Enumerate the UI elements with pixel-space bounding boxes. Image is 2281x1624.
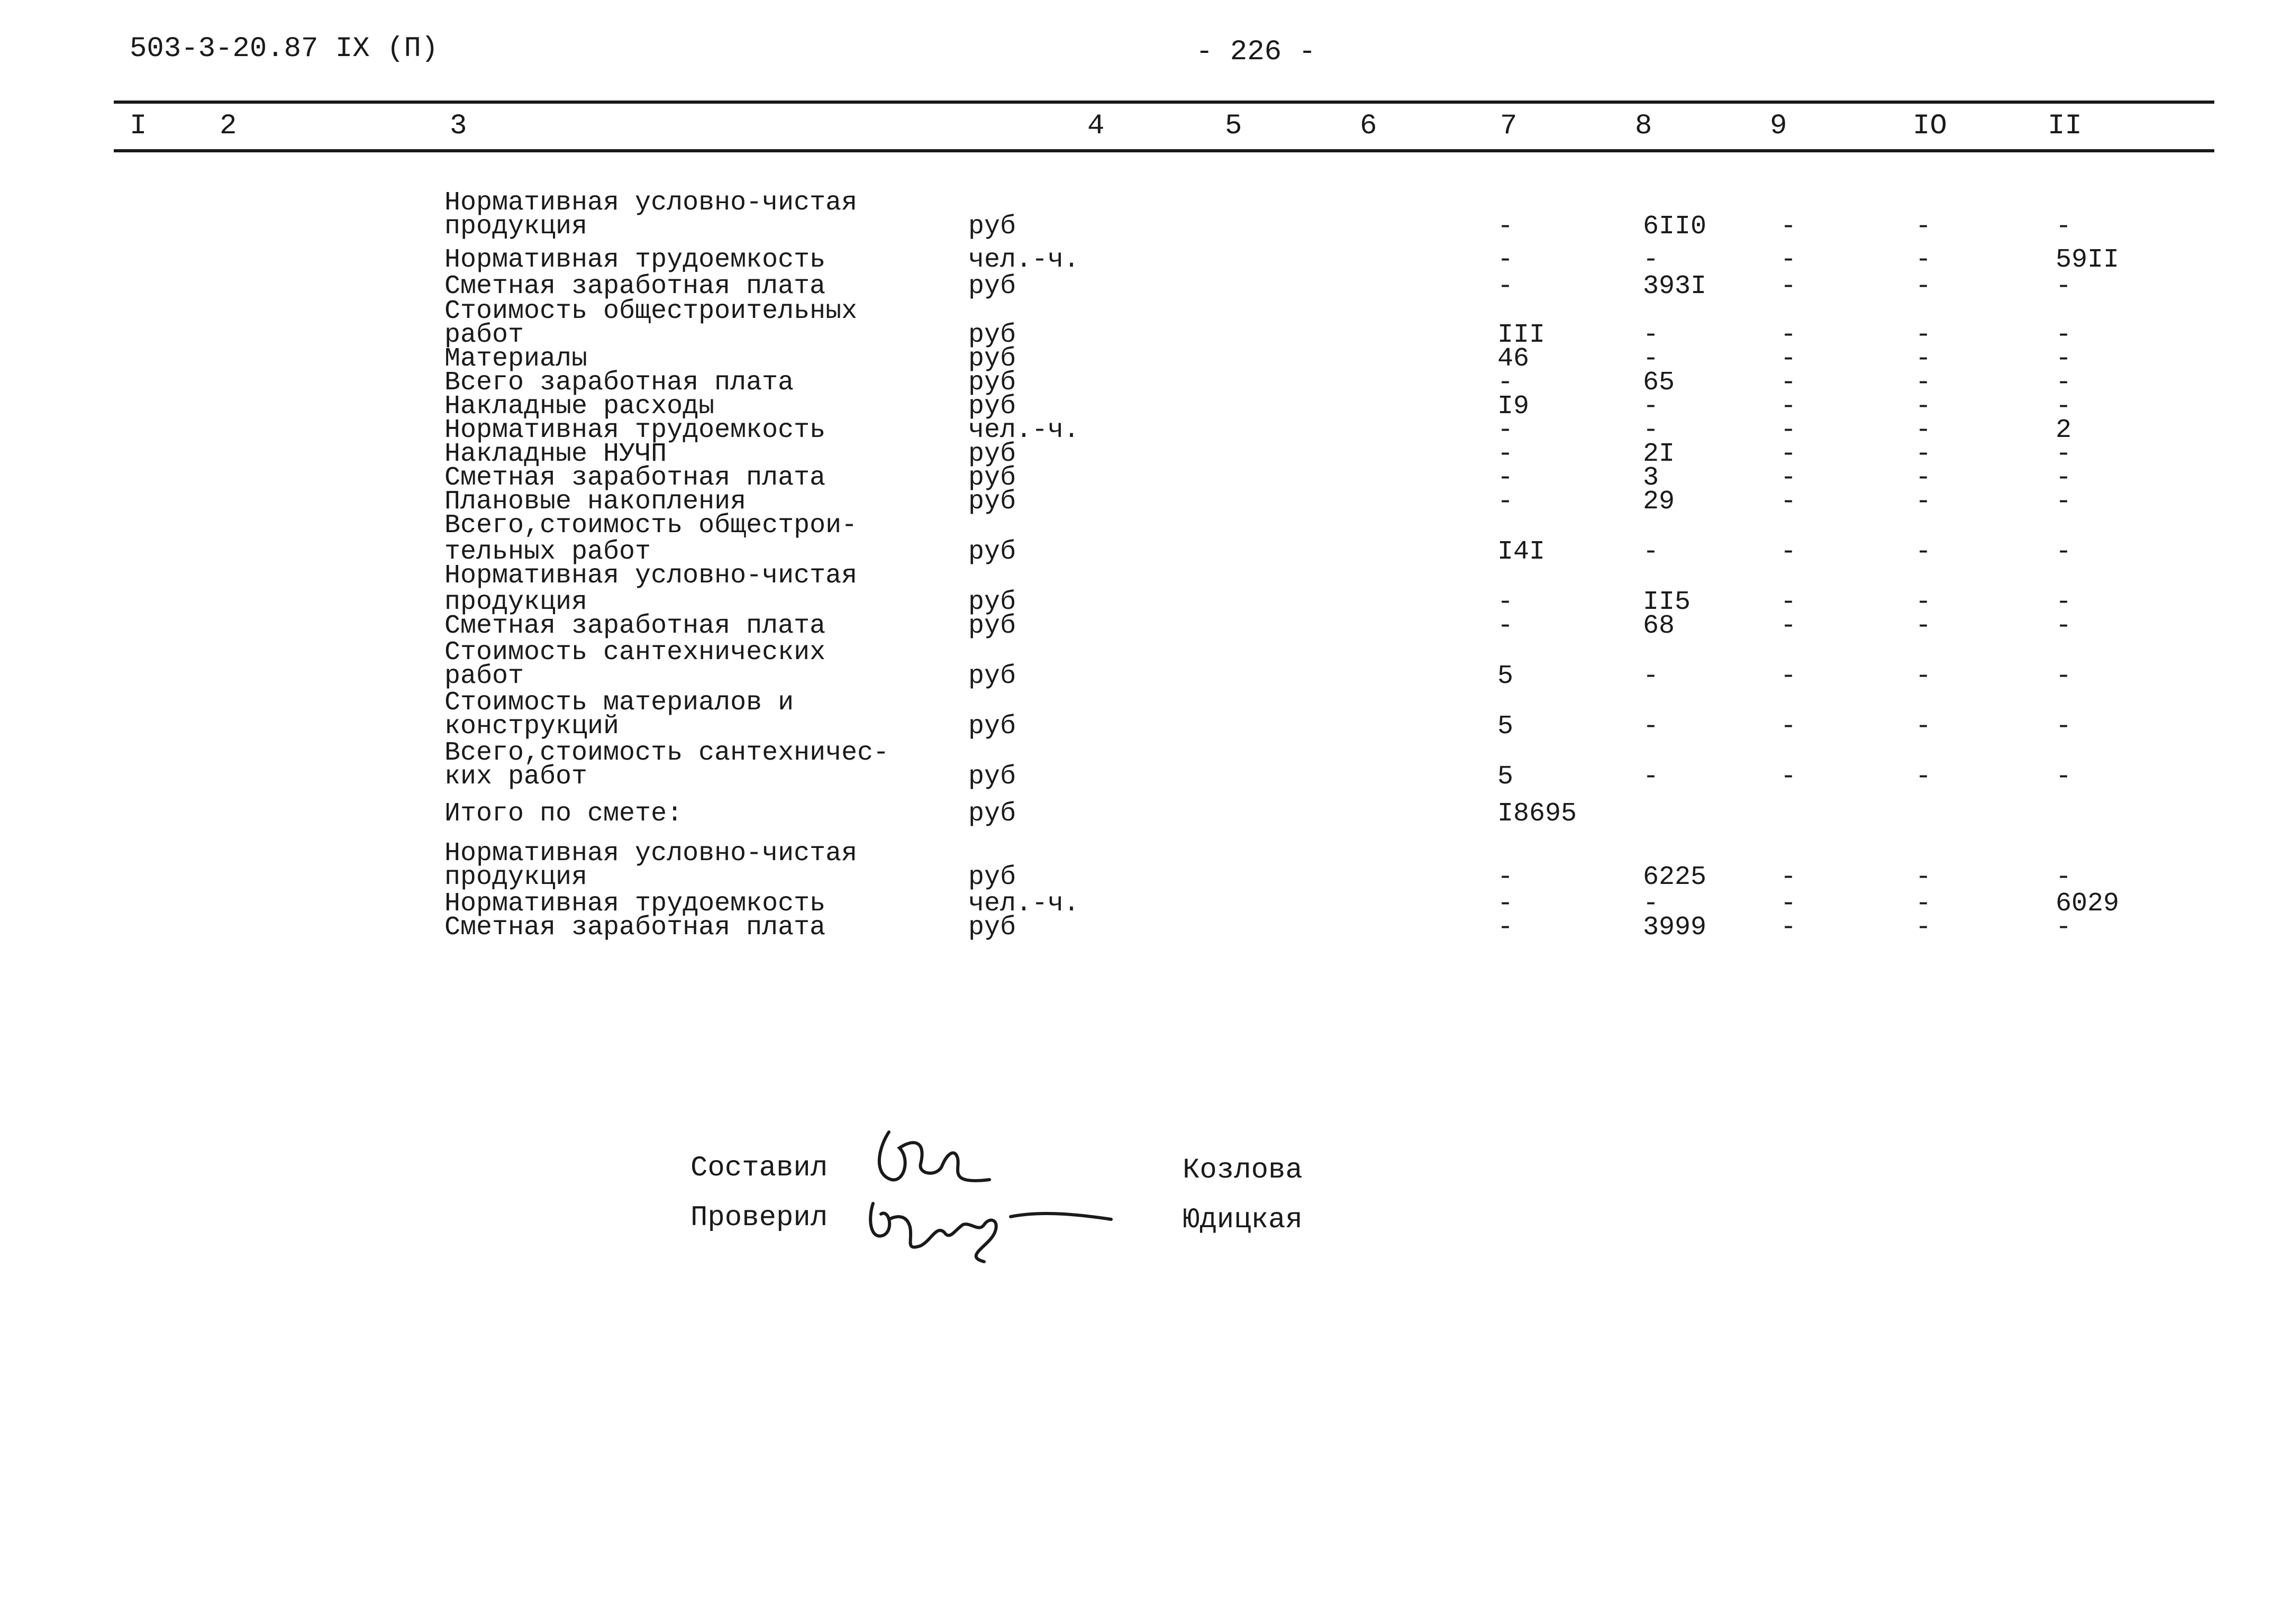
- cell-c10: -: [1915, 487, 1932, 517]
- column-number: II: [2048, 110, 2082, 142]
- cell-c10: -: [1915, 271, 1932, 302]
- cell-c8: II5: [1643, 587, 1691, 617]
- cell-c9: -: [1780, 587, 1797, 617]
- cell-c8: 68: [1643, 611, 1675, 641]
- cell-c8: -: [1643, 320, 1659, 350]
- cell-c10: -: [1915, 661, 1932, 691]
- row-name: Нормативная условно-чистая: [444, 188, 858, 218]
- cell-c11: -: [2056, 212, 2072, 242]
- row-name: Всего,стоимость общестрои-: [444, 510, 858, 541]
- cell-c9: -: [1780, 611, 1797, 641]
- cell-c8: 29: [1643, 487, 1675, 517]
- row-name: Сметная заработная плата: [444, 913, 826, 943]
- column-number: I: [130, 110, 147, 142]
- cell-c9: -: [1780, 889, 1797, 919]
- table-row: [0, 271, 2281, 302]
- cell-c7: I8695: [1497, 799, 1577, 829]
- cell-c10: -: [1915, 463, 1932, 493]
- cell-c10: -: [1915, 415, 1932, 445]
- row-name: Нормативная трудоемкость: [444, 889, 826, 919]
- cell-c8: 2I: [1643, 439, 1675, 469]
- cell-c9: -: [1780, 537, 1797, 567]
- column-number: 4: [1087, 110, 1105, 142]
- row-unit: руб: [968, 368, 1016, 398]
- cell-c7: -: [1497, 611, 1514, 641]
- cell-c7: 5: [1497, 711, 1514, 742]
- cell-c11: -: [2056, 320, 2072, 350]
- row-name: работ: [444, 661, 524, 691]
- cell-c11: -: [2056, 391, 2072, 422]
- column-number: 6: [1360, 110, 1377, 142]
- row-name: Нормативная условно-чистая: [444, 838, 858, 869]
- row-unit: руб: [968, 862, 1016, 892]
- cell-c10: -: [1915, 320, 1932, 350]
- cell-c10: -: [1915, 344, 1932, 374]
- cell-c9: -: [1780, 245, 1797, 275]
- row-unit: руб: [968, 587, 1016, 617]
- column-number: 5: [1225, 110, 1242, 142]
- row-name: продукция: [444, 862, 588, 892]
- table-row: [0, 801, 2281, 827]
- row-unit: руб: [968, 661, 1016, 691]
- row-unit: чел.-ч.: [968, 245, 1080, 275]
- cell-c7: -: [1497, 212, 1514, 242]
- cell-c7: -: [1497, 862, 1514, 892]
- row-unit: руб: [968, 439, 1016, 469]
- table-top-rule: [114, 101, 2214, 104]
- column-number: 3: [450, 110, 467, 142]
- cell-c7: III: [1497, 320, 1546, 350]
- cell-c7: I9: [1497, 391, 1530, 422]
- cell-c7: 46: [1497, 344, 1530, 374]
- cell-c8: 6225: [1643, 862, 1707, 892]
- cell-c8: 65: [1643, 368, 1675, 398]
- cell-c9: -: [1780, 368, 1797, 398]
- row-name: Материалы: [444, 344, 588, 374]
- cell-c7: -: [1497, 271, 1514, 302]
- cell-c8: 3: [1643, 463, 1659, 493]
- row-unit: чел.-ч.: [968, 415, 1080, 445]
- cell-c10: -: [1915, 212, 1932, 242]
- document-code: 503-3-20.87 IX (П): [130, 33, 439, 65]
- cell-c7: 5: [1497, 661, 1514, 691]
- row-name: Всего,стоимость сантехничес-: [444, 738, 889, 768]
- compiled-by-name: Козлова: [1183, 1154, 1303, 1187]
- cell-c9: -: [1780, 463, 1797, 493]
- cell-c11: -: [2056, 537, 2072, 567]
- cell-c11: -: [2056, 368, 2072, 398]
- row-unit: руб: [968, 537, 1016, 567]
- cell-c7: -: [1497, 415, 1514, 445]
- cell-c11: -: [2056, 762, 2072, 792]
- row-unit: руб: [968, 391, 1016, 422]
- row-unit: руб: [968, 320, 1016, 350]
- cell-c7: -: [1497, 463, 1514, 493]
- cell-c9: -: [1780, 862, 1797, 892]
- cell-c11: -: [2056, 463, 2072, 493]
- table-row: [0, 838, 2281, 869]
- table-row: [0, 738, 2281, 768]
- table-row: [0, 463, 2281, 493]
- cell-c7: -: [1497, 368, 1514, 398]
- cell-c8: -: [1643, 762, 1659, 792]
- table-row: [0, 439, 2281, 469]
- cell-c8: 393I: [1643, 271, 1707, 302]
- table-row: [0, 915, 2281, 941]
- cell-c7: -: [1497, 889, 1514, 919]
- cell-c10: -: [1915, 611, 1932, 641]
- cell-c8: -: [1643, 661, 1659, 691]
- row-unit: руб: [968, 212, 1016, 242]
- table-row: [0, 346, 2281, 372]
- cell-c10: -: [1915, 587, 1932, 617]
- row-name: тельных работ: [444, 537, 651, 567]
- cell-c9: -: [1780, 711, 1797, 742]
- table-row: [0, 370, 2281, 396]
- row-name: Итого по смете:: [444, 799, 683, 829]
- row-name: Сметная заработная плата: [444, 463, 826, 493]
- cell-c10: -: [1915, 889, 1932, 919]
- column-number: 8: [1635, 110, 1652, 142]
- cell-c11: -: [2056, 913, 2072, 943]
- table-row: [0, 587, 2281, 617]
- cell-c10: -: [1915, 711, 1932, 742]
- cell-c11: -: [2056, 487, 2072, 517]
- row-name: Нормативная условно-чистая: [444, 561, 858, 591]
- row-name: Стоимость сантехнических: [444, 637, 826, 668]
- table-row: [0, 245, 2281, 275]
- checked-by-name: Юдицкая: [1183, 1204, 1303, 1236]
- row-name: Стоимость материалов и: [444, 688, 794, 718]
- cell-c10: -: [1915, 245, 1932, 275]
- cell-c8: 6II0: [1643, 212, 1707, 242]
- cell-c11: -: [2056, 587, 2072, 617]
- cell-c11: -: [2056, 661, 2072, 691]
- cell-c8: -: [1643, 245, 1659, 275]
- table-row: [0, 510, 2281, 541]
- table-row: [0, 690, 2281, 716]
- cell-c9: -: [1780, 271, 1797, 302]
- cell-c9: -: [1780, 344, 1797, 374]
- cell-c9: -: [1780, 439, 1797, 469]
- cell-c10: -: [1915, 862, 1932, 892]
- cell-c11: -: [2056, 711, 2072, 742]
- row-name: Всего заработная плата: [444, 368, 794, 398]
- row-unit: руб: [968, 271, 1016, 302]
- table-row: [0, 320, 2281, 350]
- cell-c9: -: [1780, 762, 1797, 792]
- cell-c11: 2: [2056, 415, 2072, 445]
- cell-c11: 6029: [2056, 889, 2120, 919]
- table-row: [0, 190, 2281, 216]
- cell-c9: -: [1780, 320, 1797, 350]
- table-row: [0, 391, 2281, 422]
- row-name: Нормативная трудоемкость: [444, 245, 826, 275]
- table-row: [0, 563, 2281, 589]
- cell-c10: -: [1915, 368, 1932, 398]
- cell-c8: -: [1643, 889, 1659, 919]
- row-unit: руб: [968, 344, 1016, 374]
- row-name: продукция: [444, 587, 588, 617]
- table-row: [0, 296, 2281, 326]
- row-name: ких работ: [444, 762, 588, 792]
- row-unit: руб: [968, 799, 1016, 829]
- cell-c11: 59II: [2056, 245, 2120, 275]
- row-unit: руб: [968, 711, 1016, 742]
- cell-c11: -: [2056, 862, 2072, 892]
- table-row: [0, 764, 2281, 790]
- column-number: 9: [1770, 110, 1787, 142]
- table-header-rule: [114, 149, 2214, 152]
- row-name: Сметная заработная плата: [444, 271, 826, 302]
- table-row: [0, 611, 2281, 641]
- row-name: Нормативная трудоемкость: [444, 415, 826, 445]
- row-unit: руб: [968, 487, 1016, 517]
- cell-c9: -: [1780, 913, 1797, 943]
- row-name: Накладные расходы: [444, 391, 715, 422]
- row-name: Стоимость общестроительных: [444, 296, 858, 326]
- row-name: конструкций: [444, 711, 620, 742]
- row-unit: руб: [968, 611, 1016, 641]
- cell-c10: -: [1915, 913, 1932, 943]
- row-unit: руб: [968, 463, 1016, 493]
- row-name: Сметная заработная плата: [444, 611, 826, 641]
- cell-c7: -: [1497, 587, 1514, 617]
- cell-c9: -: [1780, 487, 1797, 517]
- cell-c7: -: [1497, 245, 1514, 275]
- cell-c7: 5: [1497, 762, 1514, 792]
- cell-c9: -: [1780, 661, 1797, 691]
- cell-c8: -: [1643, 344, 1659, 374]
- checked-by-label: Проверил: [690, 1202, 828, 1234]
- cell-c10: -: [1915, 537, 1932, 567]
- cell-c8: -: [1643, 415, 1659, 445]
- table-row: [0, 415, 2281, 445]
- table-row: [0, 711, 2281, 742]
- row-name: работ: [444, 320, 524, 350]
- cell-c11: -: [2056, 271, 2072, 302]
- checked-by-signature: [857, 1182, 1122, 1267]
- table-row: [0, 862, 2281, 892]
- column-number: 2: [220, 110, 237, 142]
- row-name: Накладные НУЧП: [444, 439, 667, 469]
- cell-c11: -: [2056, 611, 2072, 641]
- row-name: продукция: [444, 212, 588, 242]
- cell-c10: -: [1915, 439, 1932, 469]
- cell-c8: 3999: [1643, 913, 1707, 943]
- table-row: [0, 489, 2281, 515]
- table-row: [0, 891, 2281, 917]
- page-number: - 226 -: [1196, 36, 1316, 68]
- cell-c8: -: [1643, 711, 1659, 742]
- cell-c9: -: [1780, 415, 1797, 445]
- table-row: [0, 661, 2281, 691]
- row-name: Плановые накопления: [444, 487, 747, 517]
- cell-c7: I4I: [1497, 537, 1546, 567]
- cell-c7: -: [1497, 487, 1514, 517]
- table-row: [0, 637, 2281, 668]
- table-row: [0, 537, 2281, 567]
- row-unit: чел.-ч.: [968, 889, 1080, 919]
- cell-c7: -: [1497, 913, 1514, 943]
- cell-c8: -: [1643, 537, 1659, 567]
- cell-c11: -: [2056, 439, 2072, 469]
- cell-c7: -: [1497, 439, 1514, 469]
- cell-c10: -: [1915, 762, 1932, 792]
- cell-c9: -: [1780, 391, 1797, 422]
- column-number: IO: [1913, 110, 1947, 142]
- row-unit: руб: [968, 762, 1016, 792]
- row-unit: руб: [968, 913, 1016, 943]
- cell-c8: -: [1643, 391, 1659, 422]
- cell-c11: -: [2056, 344, 2072, 374]
- table-row: [0, 214, 2281, 240]
- compiled-by-label: Составил: [690, 1152, 828, 1184]
- column-number: 7: [1500, 110, 1517, 142]
- cell-c9: -: [1780, 212, 1797, 242]
- cell-c10: -: [1915, 391, 1932, 422]
